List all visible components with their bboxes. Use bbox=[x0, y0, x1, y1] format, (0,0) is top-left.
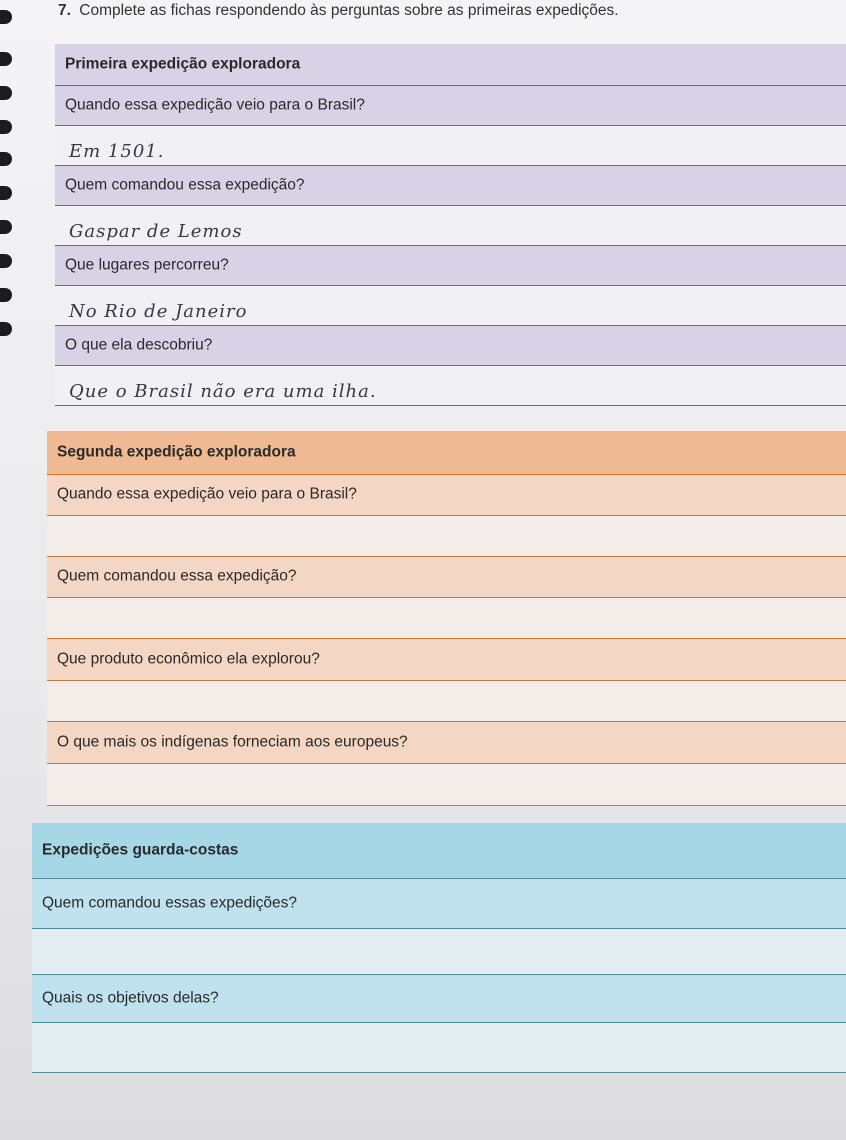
question-label: Quando essa expedição veio para o Brasil? bbox=[57, 485, 357, 503]
question-title bbox=[58, 2, 838, 20]
question-row bbox=[55, 326, 846, 366]
answer-field[interactable] bbox=[32, 929, 846, 975]
question-label: Quem comandou essa expedição? bbox=[65, 176, 305, 194]
question-label: Quem comandou essas expedições? bbox=[42, 894, 298, 912]
answer-field[interactable] bbox=[47, 516, 846, 557]
question-row bbox=[47, 475, 846, 516]
handwritten-answer: Em 1501. bbox=[69, 141, 165, 162]
card-header bbox=[55, 44, 846, 86]
answer-field[interactable] bbox=[32, 1023, 846, 1073]
card-title: Expedições guarda-costas bbox=[42, 841, 239, 859]
question-label: O que mais os indígenas forneciam aos europeus? bbox=[57, 733, 408, 751]
question-label: Quando essa expedição veio para o Brasil? bbox=[65, 96, 365, 114]
question-label: O que ela descobriu? bbox=[65, 336, 213, 354]
question-row bbox=[55, 86, 846, 126]
question-row bbox=[55, 166, 846, 206]
question-row bbox=[32, 975, 846, 1023]
card-header bbox=[47, 431, 846, 475]
card-title: Segunda expedição exploradora bbox=[57, 443, 296, 461]
card-first-expedition bbox=[55, 44, 846, 406]
question-row bbox=[32, 879, 846, 929]
question-label: Quem comandou essa expedição? bbox=[57, 567, 297, 585]
answer-field[interactable] bbox=[47, 598, 846, 639]
card-coastguard-expeditions bbox=[32, 823, 846, 1073]
handwritten-answer: No Rio de Janeiro bbox=[69, 301, 248, 322]
card-title: Primeira expedição exploradora bbox=[65, 55, 301, 73]
answer-field[interactable] bbox=[55, 206, 846, 246]
answer-field[interactable] bbox=[47, 764, 846, 806]
question-row bbox=[47, 557, 846, 598]
card-header bbox=[32, 823, 846, 879]
question-label: Que produto econômico ela explorou? bbox=[57, 650, 320, 668]
question-row bbox=[47, 639, 846, 681]
question-label: Que lugares percorreu? bbox=[65, 256, 229, 274]
question-label: Quais os objetivos delas? bbox=[42, 989, 219, 1007]
answer-field[interactable] bbox=[47, 681, 846, 722]
handwritten-answer: Que o Brasil não era uma ilha. bbox=[69, 381, 377, 402]
handwritten-answer: Gaspar de Lemos bbox=[69, 221, 243, 242]
answer-field[interactable] bbox=[55, 286, 846, 326]
question-row bbox=[47, 722, 846, 764]
answer-field[interactable] bbox=[55, 366, 846, 406]
answer-field[interactable] bbox=[55, 126, 846, 166]
card-second-expedition bbox=[47, 431, 846, 806]
question-number: 7. bbox=[58, 2, 71, 19]
question-text: Complete as fichas respondendo às perguntas sobre as primeiras expedições. bbox=[79, 2, 619, 19]
question-row bbox=[55, 246, 846, 286]
